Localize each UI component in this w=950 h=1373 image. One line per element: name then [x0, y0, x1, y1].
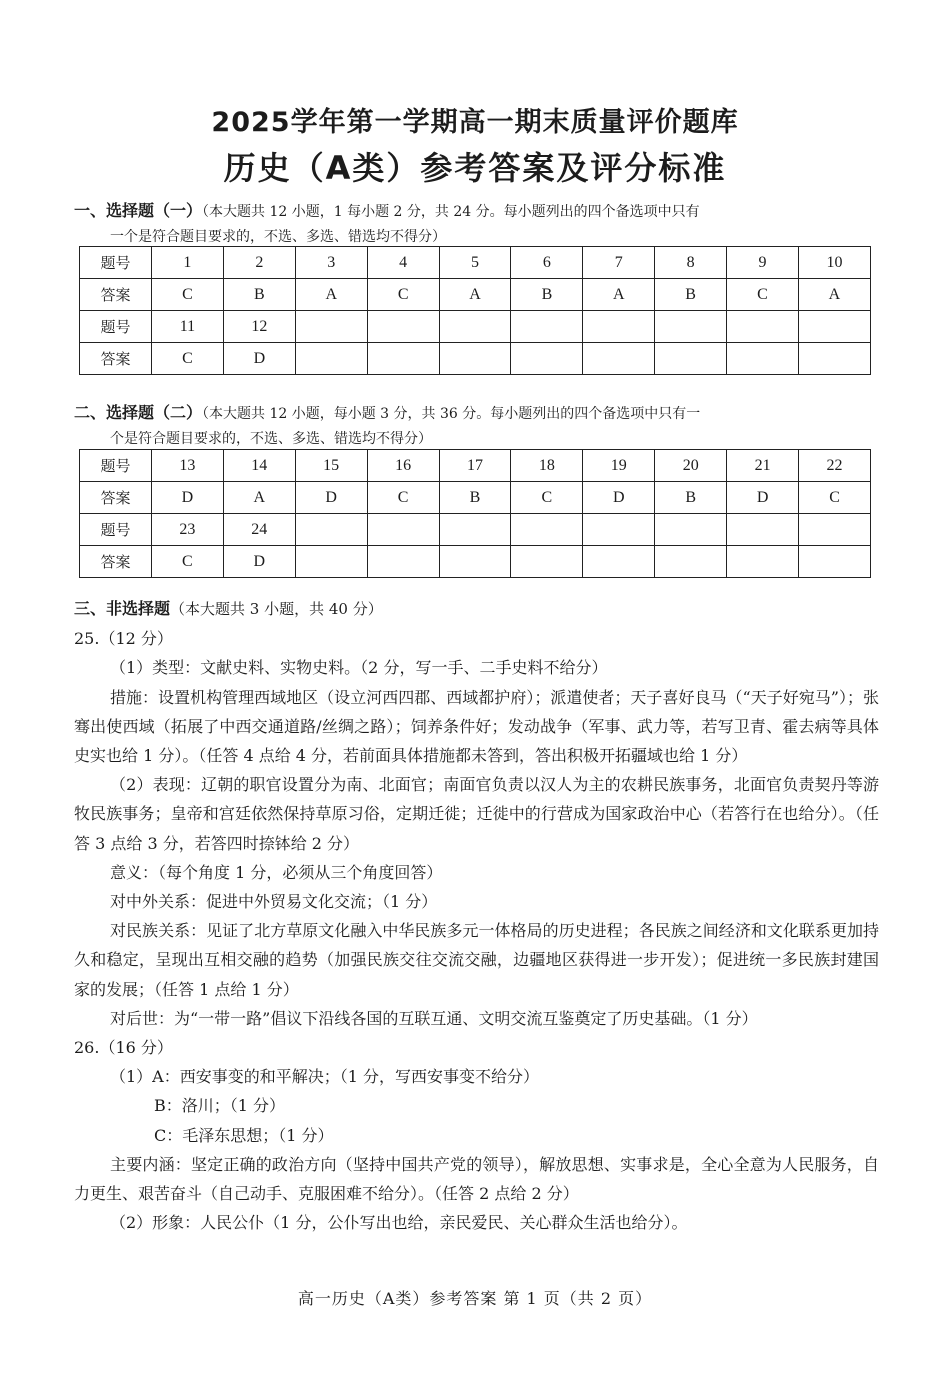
- answer-cell: [799, 546, 871, 578]
- question-number-cell: [439, 514, 511, 546]
- answer-cell: C: [367, 482, 439, 514]
- section2-desc-line2: 个是符合题目要求的，不选、多选、错选均不得分）: [110, 431, 432, 447]
- question-number-cell: 8: [655, 247, 727, 279]
- section3-lines: [74, 624, 879, 1237]
- answer-cell: A: [798, 279, 870, 311]
- question-number-cell: 22: [799, 450, 871, 482]
- section1-desc-line2: 一个是符合题目要求的，不选、多选、错选均不得分）: [110, 229, 446, 245]
- question-number-cell: [655, 311, 727, 343]
- answer-cell: A: [223, 482, 295, 514]
- answer-paragraph: （1）A：西安事变的和平解决；（1 分，写西安事变不给分）: [110, 1067, 540, 1087]
- section3-desc: （本大题共 3 小题，共 40 分）: [170, 600, 383, 618]
- question-number-cell: 13: [151, 450, 223, 482]
- answer-paragraph: 主要内涵：坚定正确的政治方向（坚持中国共产党的领导），解放思想、实事求是，全心全意为人民服务，自力更生、艰苦奋斗（自己动手、克服困难不给分）。（任答 2 点给 2 分）: [74, 1154, 879, 1204]
- answer-cell: C: [151, 546, 223, 578]
- answer-cell: B: [655, 279, 727, 311]
- answer-cell: C: [151, 279, 223, 311]
- question-number-cell: 12: [223, 311, 295, 343]
- question-number-cell: 24: [223, 514, 295, 546]
- answer-paragraph: 对中外关系：促进中外贸易文化交流；（1 分）: [110, 892, 438, 912]
- question-number-cell: [439, 311, 511, 343]
- question-number-cell: 5: [439, 247, 511, 279]
- answer-cell: D: [727, 482, 799, 514]
- question-number-cell: 17: [439, 450, 511, 482]
- question-number-cell: [367, 514, 439, 546]
- answer-cell: C: [511, 482, 583, 514]
- answer-paragraph: 对后世：为“一带一路”倡议下沿线各国的互联互通、文明交流互鉴奠定了历史基础。（1 分）: [110, 1008, 758, 1028]
- page-title: 2025学年第一学期高一期末质量评价题库: [211, 107, 739, 138]
- question-number-cell: [798, 311, 870, 343]
- question-number-cell: 9: [727, 247, 799, 279]
- section2-heading: 二、选择题（二）: [74, 403, 203, 422]
- question-number-cell: 18: [511, 450, 583, 482]
- answer-cell: C: [151, 343, 223, 375]
- section3-heading: 三、非选择题: [74, 599, 171, 618]
- table-row: [80, 343, 871, 375]
- answer-cell: [511, 343, 583, 375]
- question-number-cell: 15: [295, 450, 367, 482]
- answer-cell: C: [727, 279, 799, 311]
- question-number-cell: [727, 514, 799, 546]
- question-number-cell: 4: [367, 247, 439, 279]
- section2-header: [74, 400, 879, 452]
- answer-cell: A: [583, 279, 655, 311]
- page-subtitle: 历史（A类）参考答案及评分标准: [223, 149, 727, 187]
- answer-cell: [583, 546, 655, 578]
- question-number-cell: [799, 514, 871, 546]
- answer-cell: B: [655, 482, 727, 514]
- answer-paragraph: 25.（12 分）: [74, 629, 173, 649]
- answer-paragraph: 26.（16 分）: [74, 1038, 173, 1058]
- answer-cell: D: [223, 546, 295, 578]
- question-number-cell: 16: [367, 450, 439, 482]
- answer-cell: A: [295, 279, 367, 311]
- answer-paragraph: （2）形象：人民公仆（1 分，公仆写出也给，亲民爱民、关心群众生活也给分）。: [110, 1213, 688, 1233]
- answer-paragraph: 对民族关系：见证了北方草原文化融入中华民族多元一体格局的历史进程；各民族之间经济和文化联系更加持久和稳定，呈现出互相交融的趋势（加强民族交往交流交融，边疆地区获得进一步开发）；促进统一多民族封建国家的发展；（任答 1 点给 1 分）: [74, 921, 879, 999]
- question-number-cell: [367, 311, 439, 343]
- answer-cell: [511, 546, 583, 578]
- section2-desc-line1: （本大题共 12 小题，每小题 3 分，共 36 分。每小题列出的四个备选项中只有一: [202, 406, 701, 422]
- answer-cell: D: [583, 482, 655, 514]
- answer-cell: [367, 343, 439, 375]
- answer-cell: B: [511, 279, 583, 311]
- section2-answer-table: [79, 449, 871, 578]
- question-number-cell: [295, 514, 367, 546]
- answer-label: 答案: [80, 546, 152, 578]
- question-number-cell: [511, 514, 583, 546]
- question-number-cell: [511, 311, 583, 343]
- page-footer: 高一历史（A类）参考答案 第 1 页（共 2 页）: [297, 1289, 653, 1308]
- answer-cell: C: [367, 279, 439, 311]
- answer-cell: [655, 546, 727, 578]
- question-number-cell: [655, 514, 727, 546]
- question-number-cell: 19: [583, 450, 655, 482]
- answer-paragraph: B：洛川；（1 分）: [154, 1096, 286, 1116]
- question-number-cell: 3: [295, 247, 367, 279]
- section3-body: [74, 594, 879, 1237]
- question-number-cell: 1: [151, 247, 223, 279]
- answer-paragraph: C：毛泽东思想；（1 分）: [154, 1125, 334, 1145]
- answer-label: 答案: [80, 482, 152, 514]
- section1-desc-line1: （本大题共 12 小题，1 每小题 2 分，共 24 分。每小题列出的四个备选项中只有: [202, 204, 700, 220]
- answer-cell: [727, 546, 799, 578]
- question-number-label: 题号: [80, 247, 152, 279]
- answer-cell: [798, 343, 870, 375]
- question-number-label: 题号: [80, 311, 152, 343]
- answer-cell: D: [295, 482, 367, 514]
- answer-cell: C: [799, 482, 871, 514]
- question-number-cell: [727, 311, 799, 343]
- answer-cell: [295, 546, 367, 578]
- question-number-cell: 11: [151, 311, 223, 343]
- question-number-cell: 7: [583, 247, 655, 279]
- table-row: [80, 247, 871, 279]
- question-number-label: 题号: [80, 514, 152, 546]
- table-row: [80, 514, 871, 546]
- answer-cell: [655, 343, 727, 375]
- answer-paragraph: 措施：设置机构管理西域地区（设立河西四郡、西域都护府）；派遣使者；天子喜好良马（“天子好宛马”）；张骞出使西域（拓展了中西交通道路/丝绸之路）；饲养条件好；发动战争（军事、武力等，若写卫青、霍去病等具体史实也给 1 分）。（任答 4 点给 4 分，若前面具体措施都未答到，答出积极开拓疆域也给 1 分）: [74, 687, 879, 766]
- table-row: [80, 279, 871, 311]
- question-number-cell: 23: [151, 514, 223, 546]
- answer-cell: D: [151, 482, 223, 514]
- answer-label: 答案: [80, 343, 152, 375]
- question-number-cell: 14: [223, 450, 295, 482]
- answer-paragraph: 意义：（每个角度 1 分，必须从三个角度回答）: [110, 862, 443, 882]
- answer-label: 答案: [80, 279, 152, 311]
- answer-cell: [367, 546, 439, 578]
- answer-cell: [583, 343, 655, 375]
- answer-cell: [727, 343, 799, 375]
- question-number-cell: 6: [511, 247, 583, 279]
- answer-paragraph: （1）类型：文献史料、实物史料。（2 分，写一手、二手史料不给分）: [110, 658, 608, 678]
- question-number-cell: [583, 514, 655, 546]
- answer-cell: D: [223, 343, 295, 375]
- question-number-cell: 21: [727, 450, 799, 482]
- section1-answer-table: [79, 246, 871, 375]
- question-number-cell: 10: [798, 247, 870, 279]
- table-row: [80, 546, 871, 578]
- question-number-cell: [583, 311, 655, 343]
- answer-cell: A: [439, 279, 511, 311]
- answer-cell: [295, 343, 367, 375]
- table-row: [80, 311, 871, 343]
- question-number-cell: [295, 311, 367, 343]
- table-row: [80, 482, 871, 514]
- table-row: [80, 450, 871, 482]
- answer-cell: [439, 546, 511, 578]
- question-number-cell: 2: [223, 247, 295, 279]
- answer-cell: B: [439, 482, 511, 514]
- section1-heading: 一、选择题（一）: [74, 201, 203, 220]
- question-number-cell: 20: [655, 450, 727, 482]
- section1-header: [74, 198, 879, 250]
- answer-cell: B: [223, 279, 295, 311]
- answer-paragraph: （2）表现：辽朝的职官设置分为南、北面官；南面官负责以汉人为主的农耕民族事务，北面官负责契丹等游牧民族事务；皇帝和宫廷依然保持草原习俗，定期迁徙；迁徙中的行营成为国家政治中心（若答行在也给分）。（任答 3 点给 3 分，若答四时捺钵给 2 分）: [74, 775, 879, 853]
- answer-cell: [439, 343, 511, 375]
- question-number-label: 题号: [80, 450, 152, 482]
